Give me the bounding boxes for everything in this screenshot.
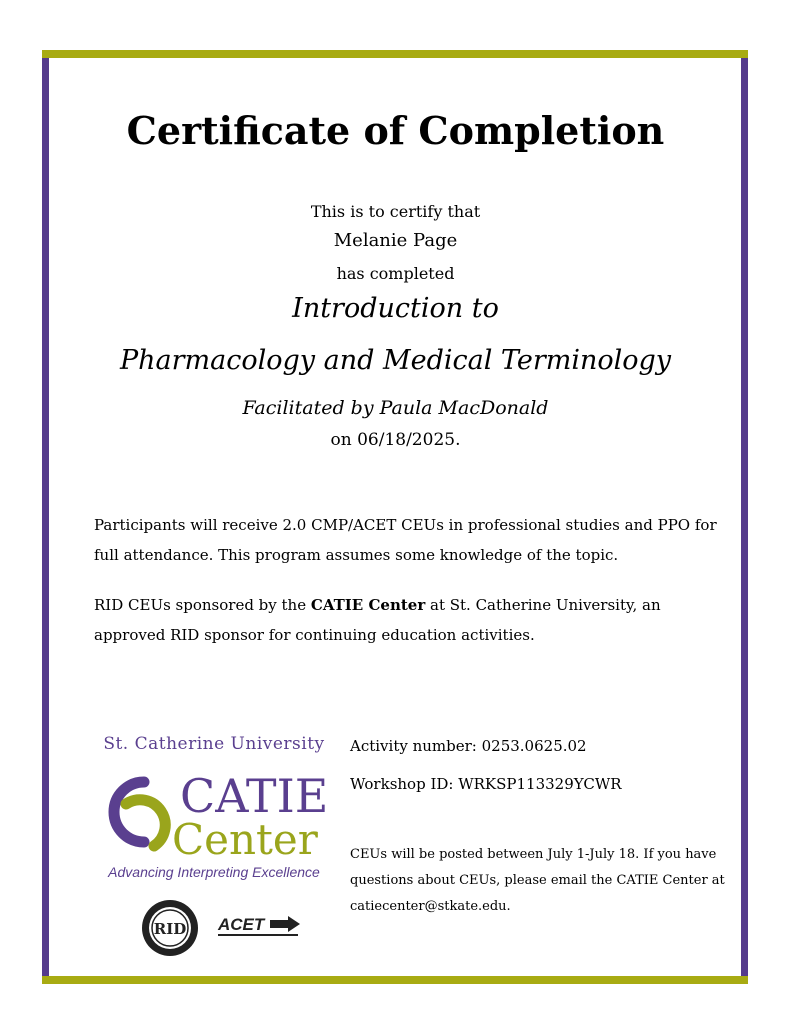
catie-tagline: Advancing Interpreting Excellence [108,864,320,880]
frame-right-border [741,58,748,976]
certify-line: This is to certify that [310,202,481,221]
workshop-id: Workshop ID: WRKSP113329YCWR [350,775,622,793]
ceu-posting-note: CEUs will be posted between July 1-July 18. If you have questions about CEUs, please email the CATIE Center at catiecenter@stkate.edu. [350,847,725,914]
rid-seal-text: RID [153,920,187,938]
recipient-name: Melanie Page [333,230,458,251]
facilitator-line: Facilitated by Paula MacDonald [242,397,549,419]
certificate-title: Certificate of Completion [126,108,665,153]
center-wordmark: Center [172,815,318,860]
completed-line: has completed [336,264,455,283]
sponsor-paragraph [94,590,734,650]
date-line: on 06/18/2025. [330,430,461,450]
frame-bottom-border [42,976,748,984]
acet-logo [216,912,306,940]
sponsor-text-pre: RID CEUs sponsored by the [94,596,311,614]
acet-wordmark: ACET [218,915,265,934]
frame-top-border [42,50,748,58]
course-title-line2: Pharmacology and Medical Terminology [119,345,672,376]
catie-center-logo [98,768,338,860]
ceu-paragraph: Participants will receive 2.0 CMP/ACET CEUs in professional studies and PPO for full attendance. This program assumes some knowledge of the topic. [94,516,717,564]
activity-number: Activity number: 0253.0625.02 [350,737,587,755]
rid-seal-logo [140,898,200,958]
university-name: St. Catherine University [103,734,325,754]
logo-block [90,734,338,962]
catie-c-mark-purple [114,782,144,842]
sponsor-catie-center: CATIE Center [310,596,426,614]
frame-left-border [42,58,49,976]
catie-wordmark: CATIE [180,769,329,823]
sponsor-text-post: at St. Catherine University, an approved RID sponsor for continuing education activities. [94,596,661,644]
course-title-line1: Introduction to [292,293,499,324]
